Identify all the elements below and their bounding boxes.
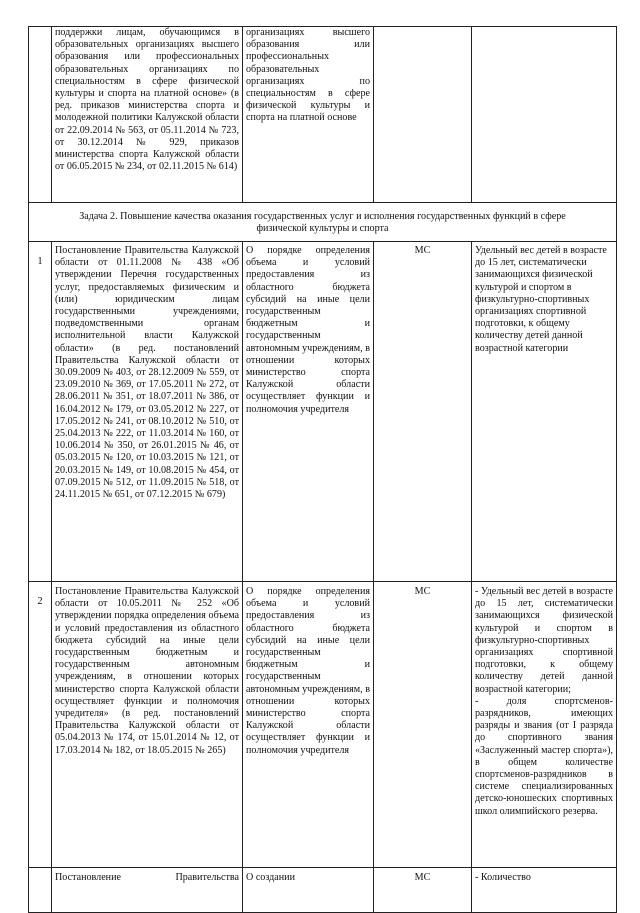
task-row bbox=[29, 203, 617, 242]
row-number-cell: 1 bbox=[29, 242, 52, 582]
result-cell bbox=[472, 27, 617, 203]
row-number-cell: 2 bbox=[29, 582, 52, 868]
result-cell: - Количество bbox=[472, 868, 617, 913]
legal-acts-table bbox=[28, 26, 617, 913]
result-item: - доля спортсменов-разрядников, имеющих разряды и звания (от I разряда до спортивного звания «Заслуженный мастер спорта»), в общем количестве спортсменов-разрядников в системе специализированных детско-юношеских спортивных школ олимпийского резерва. bbox=[475, 695, 613, 817]
table-row bbox=[29, 868, 617, 913]
document-page bbox=[28, 26, 616, 905]
row-number-cell bbox=[29, 27, 52, 203]
document-cell: поддержки лицам, обучающимся в образовательных организациях высшего образования или профессиональных образовательных организациях по специальностям в сфере физической культуры и спорта на платной основе» (в ред. приказов министерства спорта и молодежной политики Калужской области от 22.09.2014 № 563, от 05.11.2014 № 723, от 30.12.2014 № 929, приказов министерства спорта Калужской области от 06.05.2015 № 234, от 02.11.2015 № 614) bbox=[52, 27, 243, 203]
subject-cell: О порядке определения объема и условий предоставления из областного бюджета субсидий на иные цели государственным бюджетным и государственным автономным учреждениям, в отношении которых министерство спорта Калужской области осуществляет функции и полномочия учредителя bbox=[243, 242, 374, 582]
executor-cell: МС bbox=[374, 582, 472, 868]
executor-cell bbox=[374, 27, 472, 203]
subject-cell: О порядке определения объема и условий предоставления из областного бюджета субсидий на иные цели государственным бюджетным и государственным автономным учреждениям, в отношении которых министерство спорта Калужской области осуществляет функции и полномочия учредителя bbox=[243, 582, 374, 868]
subject-cell: организациях высшего образования или профессиональных образовательных организациях по специальностям в сфере физической культуры и спорта на платной основе bbox=[243, 27, 374, 203]
table-row bbox=[29, 582, 617, 868]
document-cell: Постановление Правительства bbox=[52, 868, 243, 913]
document-cell: Постановление Правительства Калужской области от 01.11.2008 № 438 «Об утверждении Перечня государственных услуг, предоставляемых физическим и (или) юридическим лицам государственными учреждениями, подведомственными органам исполнительной власти Калужской области» (в ред. постановлений Правительства Калужской области от 30.09.2009 № 403, от 28.12.2009 № 559, от 23.09.2010 № 369, от 17.05.2011 № 272, от 28.06.2011 № 351, от 18.07.2011 № 386, от 16.04.2012 № 179, от 03.05.2012 № 227, от 17.05.2012 № 241, от 08.10.2012 № 510, от 25.04.2013 № 222, от 11.03.2014 № 160, от 10.06.2014 № 350, от 26.01.2015 № 46, от 05.03.2015 № 120, от 10.03.2015 № 121, от 20.03.2015 № 149, от 10.08.2015 № 454, от 07.09.2015 № 512, от 11.09.2015 № 518, от 24.11.2015 № 651, от 07.12.2015 № 679) bbox=[52, 242, 243, 582]
result-cell: Удельный вес детей в возрасте до 15 лет, систематически занимающихся физической культурой и спортом в физкультурно-спортивных организациях спортивной подготовки, к общему количеству детей данной возрастной категории bbox=[472, 242, 617, 582]
document-cell: Постановление Правительства Калужской области от 10.05.2011 № 252 «Об утверждении порядка определения объема и условий предоставления из областного бюджета субсидий на иные цели государственным бюджетным и государственным автономным учреждениям, в отношении которых министерство спорта Калужской области осуществляет функции и полномочия учредителя» (в ред. постановлений Правительства Калужской области от 05.04.2013 № 174, от 15.01.2014 № 12, от 17.03.2014 № 182, от 18.05.2015 № 265) bbox=[52, 582, 243, 868]
result-item: - Удельный вес детей в возрасте до 15 лет, систематически занимающихся физической культурой и спортом в физкультурно-спортивных организациях спортивной подготовки, к общему количеству детей данной возрастной категории; bbox=[475, 586, 613, 695]
subject-cell: О создании bbox=[243, 868, 374, 913]
executor-cell: МС bbox=[374, 242, 472, 582]
result-cell bbox=[472, 582, 617, 868]
executor-cell: МС bbox=[374, 868, 472, 913]
table-row bbox=[29, 242, 617, 582]
row-number-cell bbox=[29, 868, 52, 913]
table-row bbox=[29, 27, 617, 203]
task-heading: Задача 2. Повышение качества оказания государственных услуг и исполнения государственных функций в сфере физической культуры и спорта bbox=[29, 203, 617, 242]
